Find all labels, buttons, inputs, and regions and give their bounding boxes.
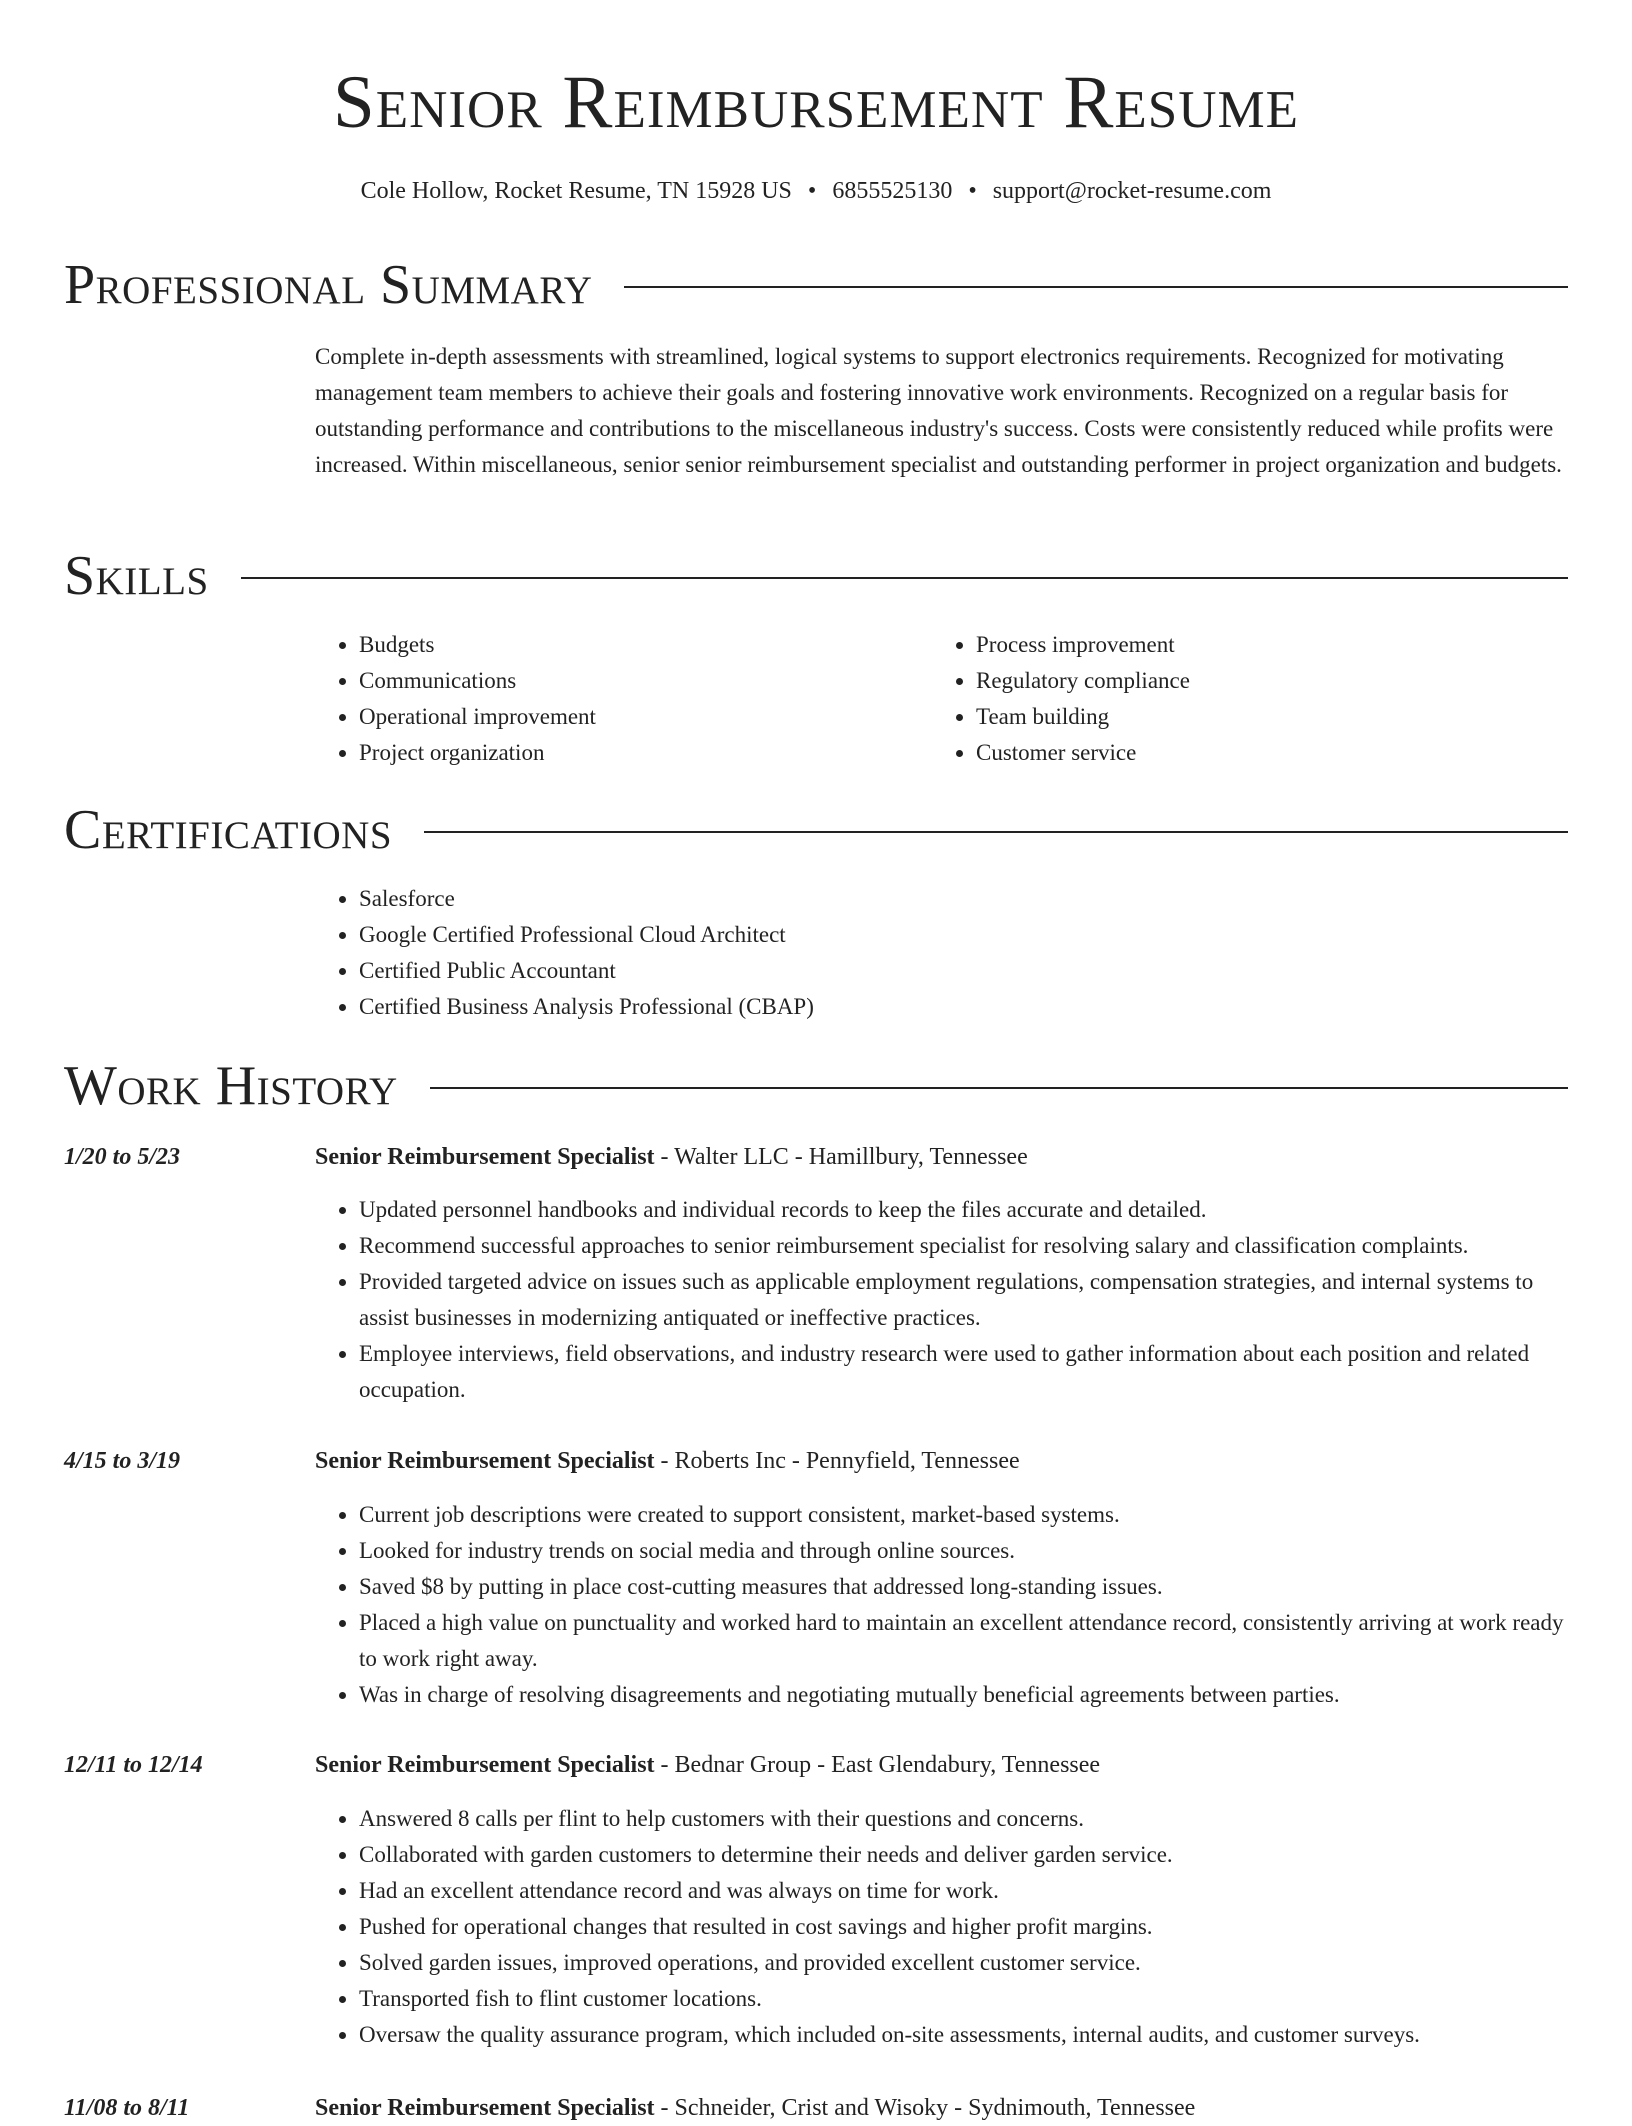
- job-title-line: [315, 1139, 1568, 1175]
- job-dates: 1/20 to 5/23: [64, 1144, 181, 1170]
- job-duty: • Placed a high value on punctuality and worked hard to maintain an excellent attendance record, consistently arriving at work ready to work right away.: [359, 1605, 1568, 1677]
- job-duty: • Saved $8 by putting in place cost-cutting measures that addressed long-standing issues.: [359, 1569, 1568, 1605]
- job-employer: - Roberts Inc - Pennyfield, Tennessee: [654, 1448, 1020, 1474]
- job-duty: • Answered 8 calls per flint to help customers with their questions and concerns.: [359, 1801, 1568, 1837]
- job-role: Senior Reimbursement Specialist: [315, 1752, 655, 1778]
- job-role: Senior Reimbursement Specialist: [315, 1448, 655, 1474]
- summary-section-heading: [64, 252, 1568, 318]
- work-history-section-heading: [64, 1053, 1568, 1119]
- contact-phone: 6855525130: [832, 178, 953, 204]
- job-duties: [315, 1192, 1568, 1408]
- certification-item: • Certified Business Analysis Professional (CBAP): [359, 989, 1568, 1025]
- job-duty: • Pushed for operational changes that resulted in cost savings and higher profit margins.: [359, 1909, 1568, 1945]
- job-duty: • Employee interviews, field observations, and industry research were used to gather information about each position and related occupation.: [359, 1336, 1568, 1408]
- skills-list-right: [932, 627, 1532, 771]
- job-duties-list: [315, 1192, 1568, 1408]
- certifications-section-heading: [64, 797, 1568, 863]
- section-divider: [424, 831, 1568, 833]
- certification-item: • Google Certified Professional Cloud Architect: [359, 917, 1568, 953]
- summary-heading: Professional Summary: [64, 254, 593, 316]
- job-title-line: [315, 1747, 1568, 1783]
- contact-address: Cole Hollow, Rocket Resume, TN 15928 US: [360, 178, 792, 204]
- job-role: Senior Reimbursement Specialist: [315, 1144, 655, 1170]
- contact-separator: •: [968, 178, 977, 204]
- section-divider: [624, 286, 1568, 288]
- job-duty: • Updated personnel handbooks and individual records to keep the files accurate and detailed.: [359, 1192, 1568, 1228]
- certification-item: • Certified Public Accountant: [359, 953, 1568, 989]
- job-dates: 4/15 to 3/19: [64, 1448, 181, 1474]
- section-divider: [241, 577, 1568, 579]
- skills-heading: Skills: [64, 545, 209, 607]
- skill-item: • Team building: [976, 699, 1532, 735]
- skill-item: • Process improvement: [976, 627, 1532, 663]
- skill-item: • Project organization: [359, 735, 915, 771]
- contact-line: [0, 175, 1632, 207]
- job-employer: - Walter LLC - Hamillbury, Tennessee: [654, 1144, 1028, 1170]
- resume-title: Senior Reimbursement Resume: [333, 61, 1299, 144]
- skills-section-heading: [64, 543, 1568, 609]
- job-duty: • Recommend successful approaches to senior reimbursement specialist for resolving salary and classification complaints.: [359, 1228, 1568, 1264]
- skill-item: • Budgets: [359, 627, 915, 663]
- certification-item: • Salesforce: [359, 881, 1568, 917]
- job-role: Senior Reimbursement Specialist: [315, 2095, 655, 2121]
- job-duties-list: [315, 1801, 1568, 2053]
- contact-email: support@rocket-resume.com: [992, 178, 1272, 204]
- job-title-line: [315, 1443, 1568, 1479]
- work-history-heading: Work History: [64, 1055, 398, 1117]
- skills-column-right: [932, 627, 1532, 771]
- certifications-block: [315, 881, 1568, 1025]
- skill-item: • Regulatory compliance: [976, 663, 1532, 699]
- job-duty: • Transported fish to flint customer locations.: [359, 1981, 1568, 2017]
- job-duty: • Current job descriptions were created to support consistent, market-based systems.: [359, 1497, 1568, 1533]
- job-dates: 11/08 to 8/11: [64, 2095, 190, 2121]
- job-duty: • Looked for industry trends on social media and through online sources.: [359, 1533, 1568, 1569]
- skill-item: • Customer service: [976, 735, 1532, 771]
- summary-text: Complete in-depth assessments with streamlined, logical systems to support electronics requirements. Recognized for motivating management team members to achieve their goals and fostering innovative work environments. Recognized on a regular basis for outstanding performance and contributions to the miscellaneous industry's success. Costs were consistently reduced while profits were increased. Within miscellaneous, senior senior reimbursement specialist and outstanding performer in project organization and budgets.: [315, 344, 1562, 477]
- skill-item: • Communications: [359, 663, 915, 699]
- job-title-line: [315, 2090, 1568, 2126]
- job-duties: [315, 1497, 1568, 1713]
- certifications-list: [315, 881, 1568, 1025]
- job-duty: • Oversaw the quality assurance program, which included on-site assessments, internal audits, and customer surveys.: [359, 2017, 1568, 2053]
- job-duty: • Solved garden issues, improved operations, and provided excellent customer service.: [359, 1945, 1568, 1981]
- job-duty: • Was in charge of resolving disagreements and negotiating mutually beneficial agreements between parties.: [359, 1677, 1568, 1713]
- job-employer: - Schneider, Crist and Wisoky - Sydnimouth, Tennessee: [654, 2095, 1196, 2121]
- job-duty: • Provided targeted advice on issues such as applicable employment regulations, compensation strategies, and internal systems to assist businesses in modernizing antiquated or ineffective practices.: [359, 1264, 1568, 1336]
- job-duty: • Collaborated with garden customers to determine their needs and deliver garden service.: [359, 1837, 1568, 1873]
- job-duties: [315, 1801, 1568, 2053]
- section-divider: [430, 1087, 1568, 1089]
- job-employer: - Bednar Group - East Glendabury, Tennessee: [654, 1752, 1101, 1778]
- skills-column-left: [315, 627, 915, 771]
- job-duty: • Had an excellent attendance record and was always on time for work.: [359, 1873, 1568, 1909]
- certifications-heading: Certifications: [64, 799, 393, 861]
- skills-list-left: [315, 627, 915, 771]
- job-dates: 12/11 to 12/14: [64, 1752, 203, 1778]
- skill-item: • Operational improvement: [359, 699, 915, 735]
- contact-separator: •: [807, 178, 817, 204]
- job-duties-list: [315, 1497, 1568, 1713]
